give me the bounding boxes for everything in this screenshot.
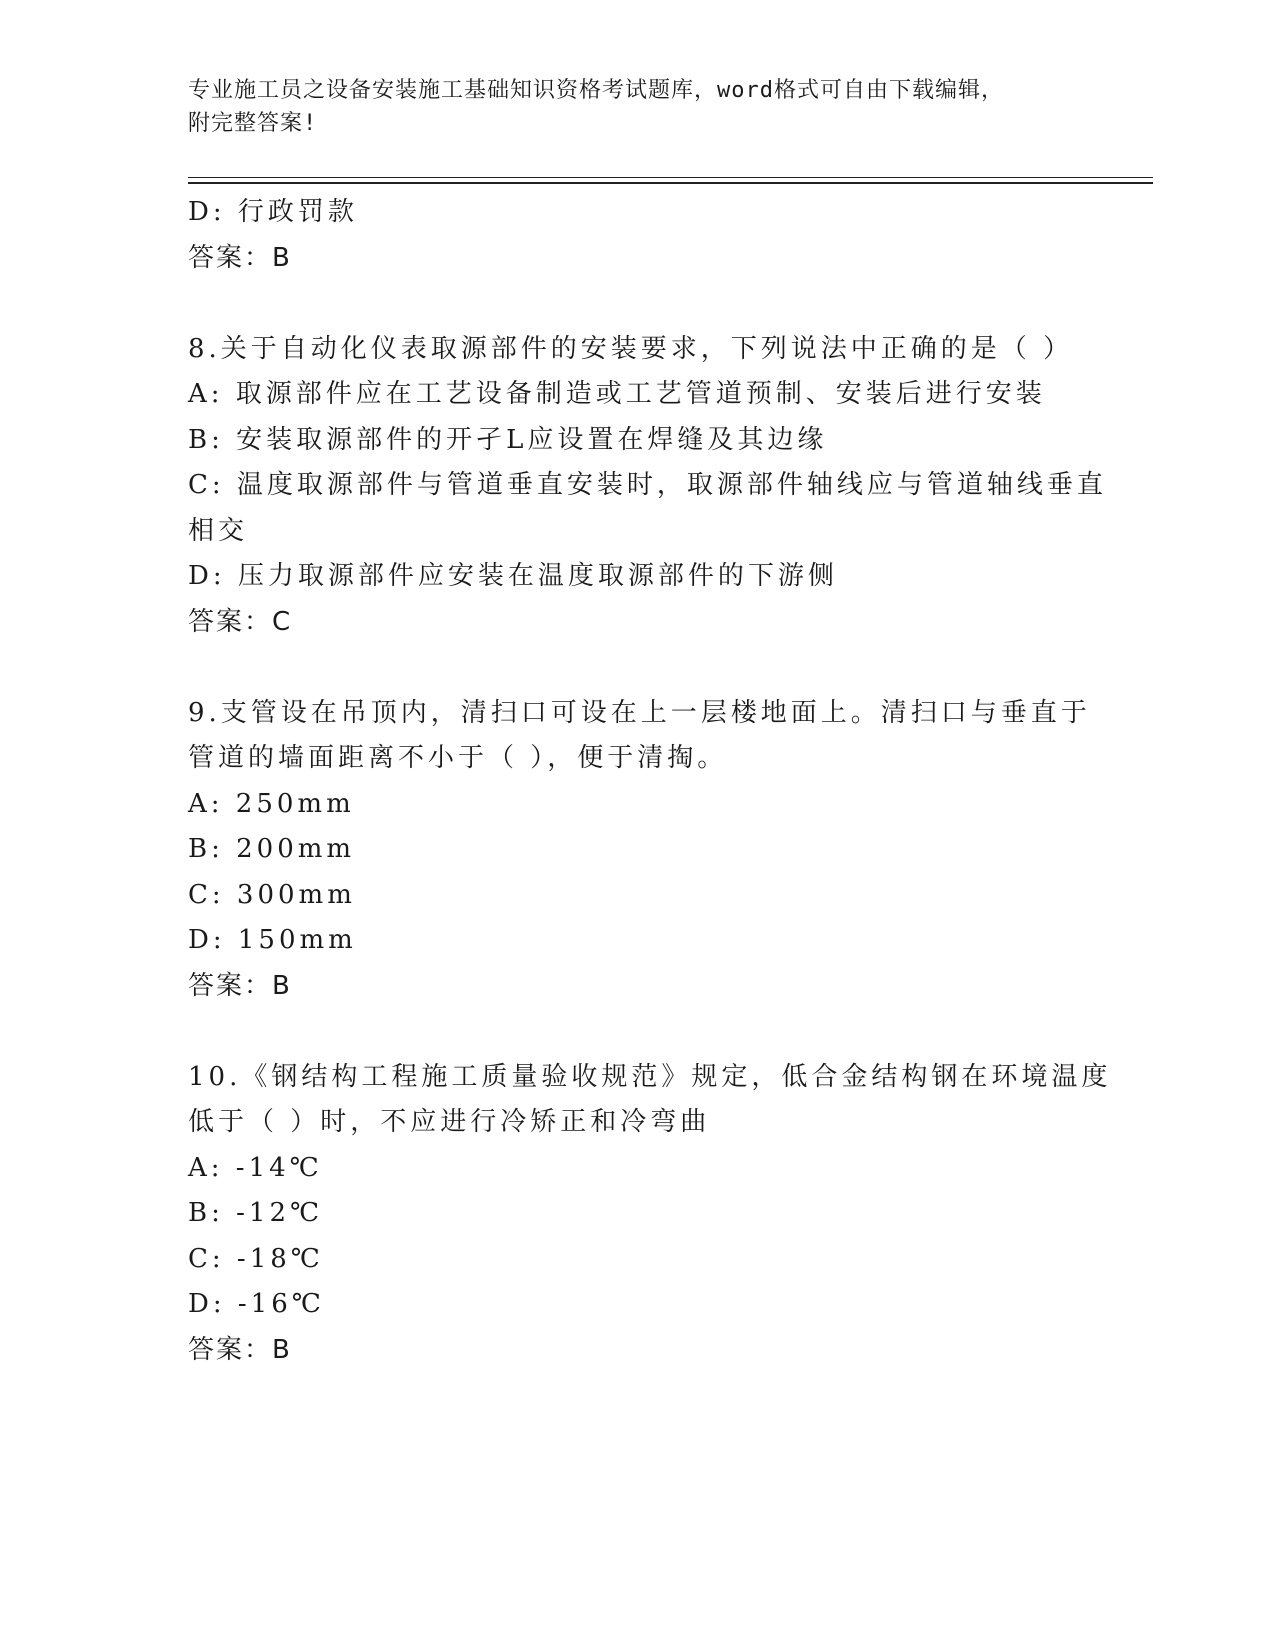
- header-divider-bottom: [188, 182, 1153, 184]
- header-line-1: 专业施工员之设备安装施工基础知识资格考试题库，word格式可自由下载编辑，: [188, 78, 1004, 103]
- option-a: A: 250mm: [188, 788, 355, 819]
- question-10: [188, 1055, 1112, 1374]
- spacer: [188, 281, 1088, 327]
- question-list: [188, 190, 1112, 1373]
- option-d: D: 压力取源部件应安装在温度取源部件的下游侧: [188, 561, 838, 591]
- spacer: [188, 645, 1088, 691]
- option-c: C: -18℃: [188, 1243, 324, 1274]
- option-a: A: -14℃: [188, 1152, 323, 1183]
- question-stem-continued: 管道的墙面距离不小于（ ），便于清掏。: [188, 743, 728, 773]
- document-header: [188, 74, 1068, 140]
- option-d: D: 行政罚款: [188, 197, 358, 227]
- spacer: [188, 1009, 1088, 1055]
- option-c: C: 温度取源部件与管道垂直安装时，取源部件轴线应与管道轴线垂直: [188, 470, 1107, 500]
- question-stem-continued: 低于（ ）时，不应进行冷矫正和冷弯曲: [188, 1107, 711, 1137]
- header-divider-top: [188, 177, 1153, 178]
- option-d: D: -16℃: [188, 1289, 325, 1319]
- question-9: [188, 691, 1091, 1010]
- answer: 答案：B: [188, 970, 292, 1001]
- previous-question-tail: [188, 190, 1088, 281]
- option-c: C: 300mm: [188, 879, 356, 910]
- question-8: [188, 327, 1107, 646]
- option-b: B: 安装取源部件的开孑L应设置在焊缝及其边缘: [188, 424, 828, 455]
- question-stem: 8.关于自动化仪表取源部件的安装要求，下列说法中正确的是（ ）: [188, 333, 1074, 364]
- answer: 答案：B: [188, 242, 292, 273]
- option-c-continued: 相交: [188, 515, 249, 546]
- answer: 答案：C: [188, 606, 293, 637]
- answer: 答案：B: [188, 1334, 292, 1365]
- option-b: B: -12℃: [188, 1198, 324, 1228]
- option-d: D: 150mm: [188, 925, 357, 955]
- header-line-2: 附完整答案!: [188, 111, 318, 136]
- question-stem: 9.支管设在吊顶内，清扫口可设在上一层楼地面上。清扫口与垂直于: [188, 697, 1091, 728]
- question-stem: 10.《钢结构工程施工质量验收规范》规定，低合金结构钢在环境温度: [188, 1061, 1112, 1092]
- option-a: A: 取源部件应在工艺设备制造或工艺管道预制、安装后进行安装: [188, 379, 1046, 409]
- option-b: B: 200mm: [188, 834, 356, 864]
